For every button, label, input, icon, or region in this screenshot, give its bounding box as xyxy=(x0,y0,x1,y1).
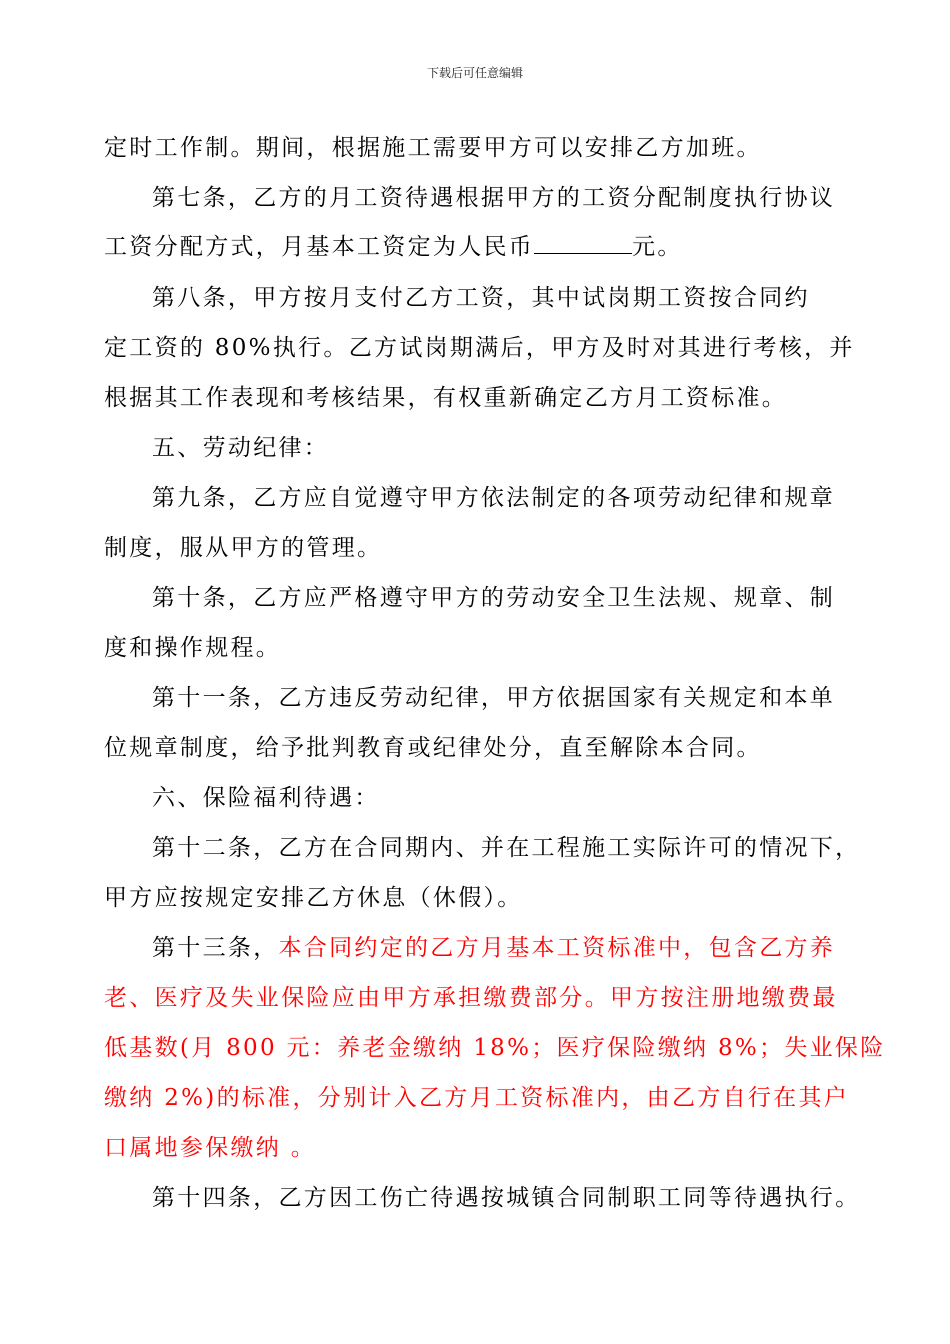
paragraph-line: 第十二条，乙方在合同期内、并在工程施工实际许可的情况下， xyxy=(152,835,861,861)
paragraph-line: 制度，服从甲方的管理。 xyxy=(104,535,383,561)
line-text: 工资分配方式，月基本工资定为人民币 xyxy=(104,234,535,260)
highlighted-line: 老、医疗及失业保险应由甲方承担缴费部分。甲方按注册地缴费最 xyxy=(104,985,838,1011)
line-text: 元。 xyxy=(632,234,683,260)
paragraph-line: 定时工作制。期间，根据施工需要甲方可以安排乙方加班。 xyxy=(104,135,762,161)
page-header: 下载后可任意编辑 xyxy=(426,66,523,80)
paragraph-line: 第十四条，乙方因工伤亡待遇按城镇合同制职工同等待遇执行。 xyxy=(152,1185,861,1211)
section-heading: 六、保险福利待遇： xyxy=(152,785,380,811)
paragraph-line: 第七条，乙方的月工资待遇根据甲方的工资分配制度执行协议 xyxy=(152,185,836,211)
paragraph-line: 根据其工作表现和考核结果，有权重新确定乙方月工资标准。 xyxy=(104,385,788,411)
highlighted-line: 低基数(月 800 元：养老金缴纳 18%；医疗保险缴纳 8%；失业保险 xyxy=(104,1035,886,1061)
paragraph-line: 甲方应按规定安排乙方休息（休假）。 xyxy=(104,885,523,911)
paragraph-line xyxy=(104,232,683,262)
section-heading: 五、劳动纪律： xyxy=(152,435,330,461)
highlighted-line: 口属地参保缴纳 。 xyxy=(104,1135,317,1161)
paragraph-line xyxy=(152,933,835,963)
fill-in-blank xyxy=(534,233,632,254)
paragraph-line: 度和操作规程。 xyxy=(104,635,282,661)
paragraph-line: 第八条，甲方按月支付乙方工资，其中试岗期工资按合同约 xyxy=(152,285,810,311)
line-text: 第十三条， xyxy=(152,935,279,961)
paragraph-line: 第十条，乙方应严格遵守甲方的劳动安全卫生法规、规章、制 xyxy=(152,585,836,611)
paragraph-line: 第十一条，乙方违反劳动纪律，甲方依据国家有关规定和本单 xyxy=(152,685,836,711)
highlighted-text: 本合同约定的乙方月基本工资标准中，包含乙方养 xyxy=(278,935,836,961)
paragraph-line: 第九条，乙方应自觉遵守甲方依法制定的各项劳动纪律和规章 xyxy=(152,485,836,511)
paragraph-line: 位规章制度，给予批判教育或纪律处分，直至解除本合同。 xyxy=(104,735,762,761)
highlighted-line: 缴纳 2%)的标准，分别计入乙方月工资标准内，由乙方自行在其户 xyxy=(104,1085,850,1111)
paragraph-line: 定工资的 80%执行。乙方试岗期满后，甲方及时对其进行考核，并 xyxy=(104,335,855,361)
